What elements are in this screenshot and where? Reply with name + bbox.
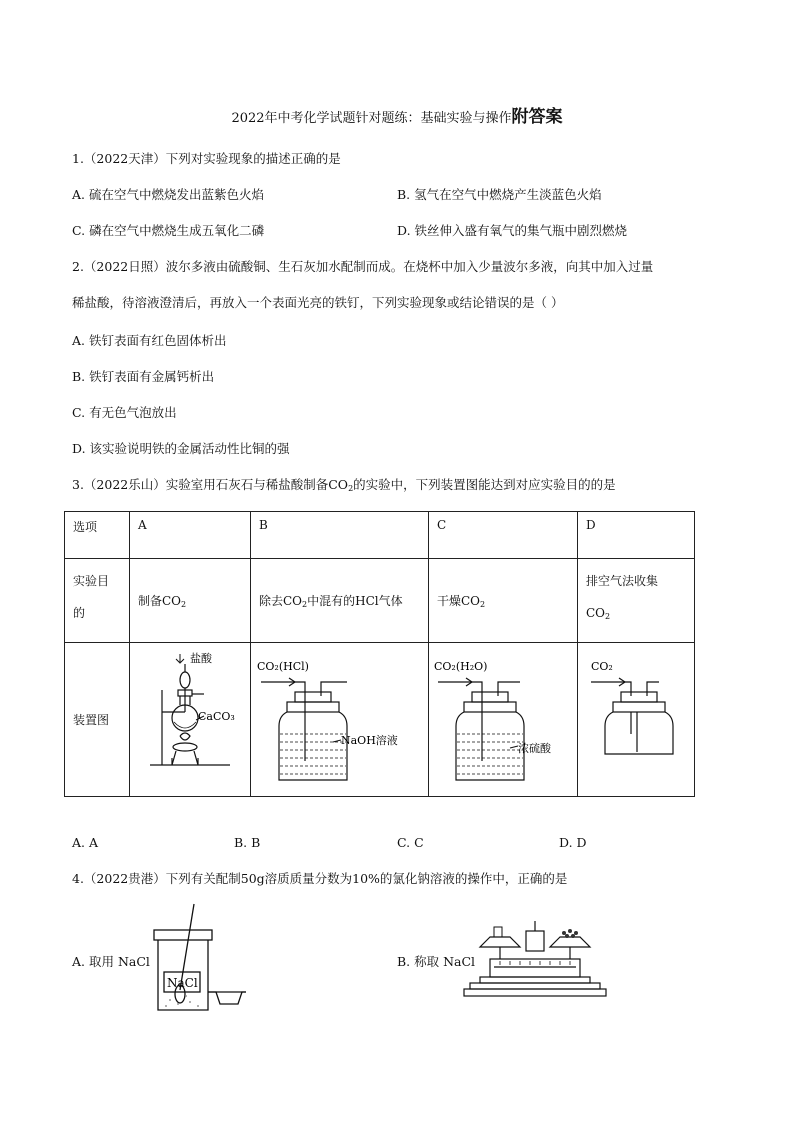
apparatus-a-figure	[140, 650, 250, 770]
purpose-b: 除去$CO_2$中混有的HCl气体	[251, 559, 429, 643]
balance-figure	[460, 915, 610, 1000]
page-title: 2022年中考化学试题针对题练：基础实验与操作附答案	[231, 107, 563, 127]
q3-answer-c: C. C	[397, 835, 424, 850]
figure-label: 装置图	[65, 643, 130, 797]
purpose-c: 干燥$CO_2$	[429, 559, 578, 643]
purpose-d: 排空气法收集 $CO_2$	[578, 559, 695, 643]
reagent-jar-figure	[150, 900, 280, 1020]
label-acid: 盐酸	[190, 652, 212, 665]
q3-answer-d: D. D	[559, 835, 587, 850]
purpose-label: 实验目 的	[65, 559, 130, 643]
header-option-label: 选项	[65, 512, 130, 559]
q4-stem: 4.（2022贵港）下列有关配制50g溶质质量分数为10%的氯化钠溶液的操作中，正确的是	[72, 871, 568, 886]
q3-stem: 3.（2022乐山）实验室用石灰石与稀盐酸制备$CO_2$的实验中，下列装置图能达到对应实验目的的是	[72, 477, 616, 493]
header-option-d: D	[578, 512, 695, 559]
label-co2-hcl: CO₂(HCl)	[257, 660, 309, 673]
label-caco3: CaCO₃	[198, 710, 235, 723]
q1-option-a: A. 硫在空气中燃烧发出蓝紫色火焰	[72, 187, 264, 202]
q4-option-b: B. 称取 NaCl	[397, 954, 476, 969]
q2-option-b: B. 铁钉表面有金属钙析出	[72, 369, 215, 384]
q3-answer-a: A. A	[72, 835, 99, 850]
q1-option-c: C. 磷在空气中燃烧生成五氧化二磷	[72, 223, 265, 238]
q2-stem-line1: 2.（2022日照）波尔多液由硫酸铜、生石灰加水配制而成。在烧杯中加入少量波尔多液，向其中加入过量	[72, 259, 654, 274]
label-h2so4: 浓硫酸	[518, 742, 551, 755]
header-option-b: B	[251, 512, 429, 559]
label-naoh: NaOH溶液	[341, 734, 398, 747]
q1-option-b: B. 氢气在空气中燃烧产生淡蓝色火焰	[397, 187, 602, 202]
q4-option-a: A. 取用 NaCl	[72, 954, 150, 969]
label-co2: CO₂	[591, 660, 613, 673]
apparatus-b-figure	[255, 656, 425, 786]
label-co2-h2o: CO₂(H₂O)	[434, 660, 488, 673]
header-option-c: C	[429, 512, 578, 559]
q2-option-c: C. 有无色气泡放出	[72, 405, 177, 420]
purpose-a: 制备$CO_2$	[130, 559, 251, 643]
q2-option-d: D. 该实验说明铁的金属活动性比铜的强	[72, 441, 290, 456]
jar-label: NaCl	[167, 976, 198, 990]
q2-stem-line2: 稀盐酸，待溶液澄清后，再放入一个表面光亮的铁钉，下列实验现象或结论错误的是（ ）	[72, 295, 564, 310]
apparatus-c-figure	[432, 656, 582, 786]
header-option-a: A	[130, 512, 251, 559]
q2-option-a: A. 铁钉表面有红色固体析出	[72, 333, 227, 348]
q1-option-d: D. 铁丝伸入盛有氧气的集气瓶中剧烈燃烧	[397, 223, 628, 238]
q3-answer-b: B. B	[234, 835, 261, 850]
apparatus-d-figure	[585, 656, 685, 786]
q1-stem: 1.（2022天津）下列对实验现象的描述正确的是	[72, 151, 341, 166]
